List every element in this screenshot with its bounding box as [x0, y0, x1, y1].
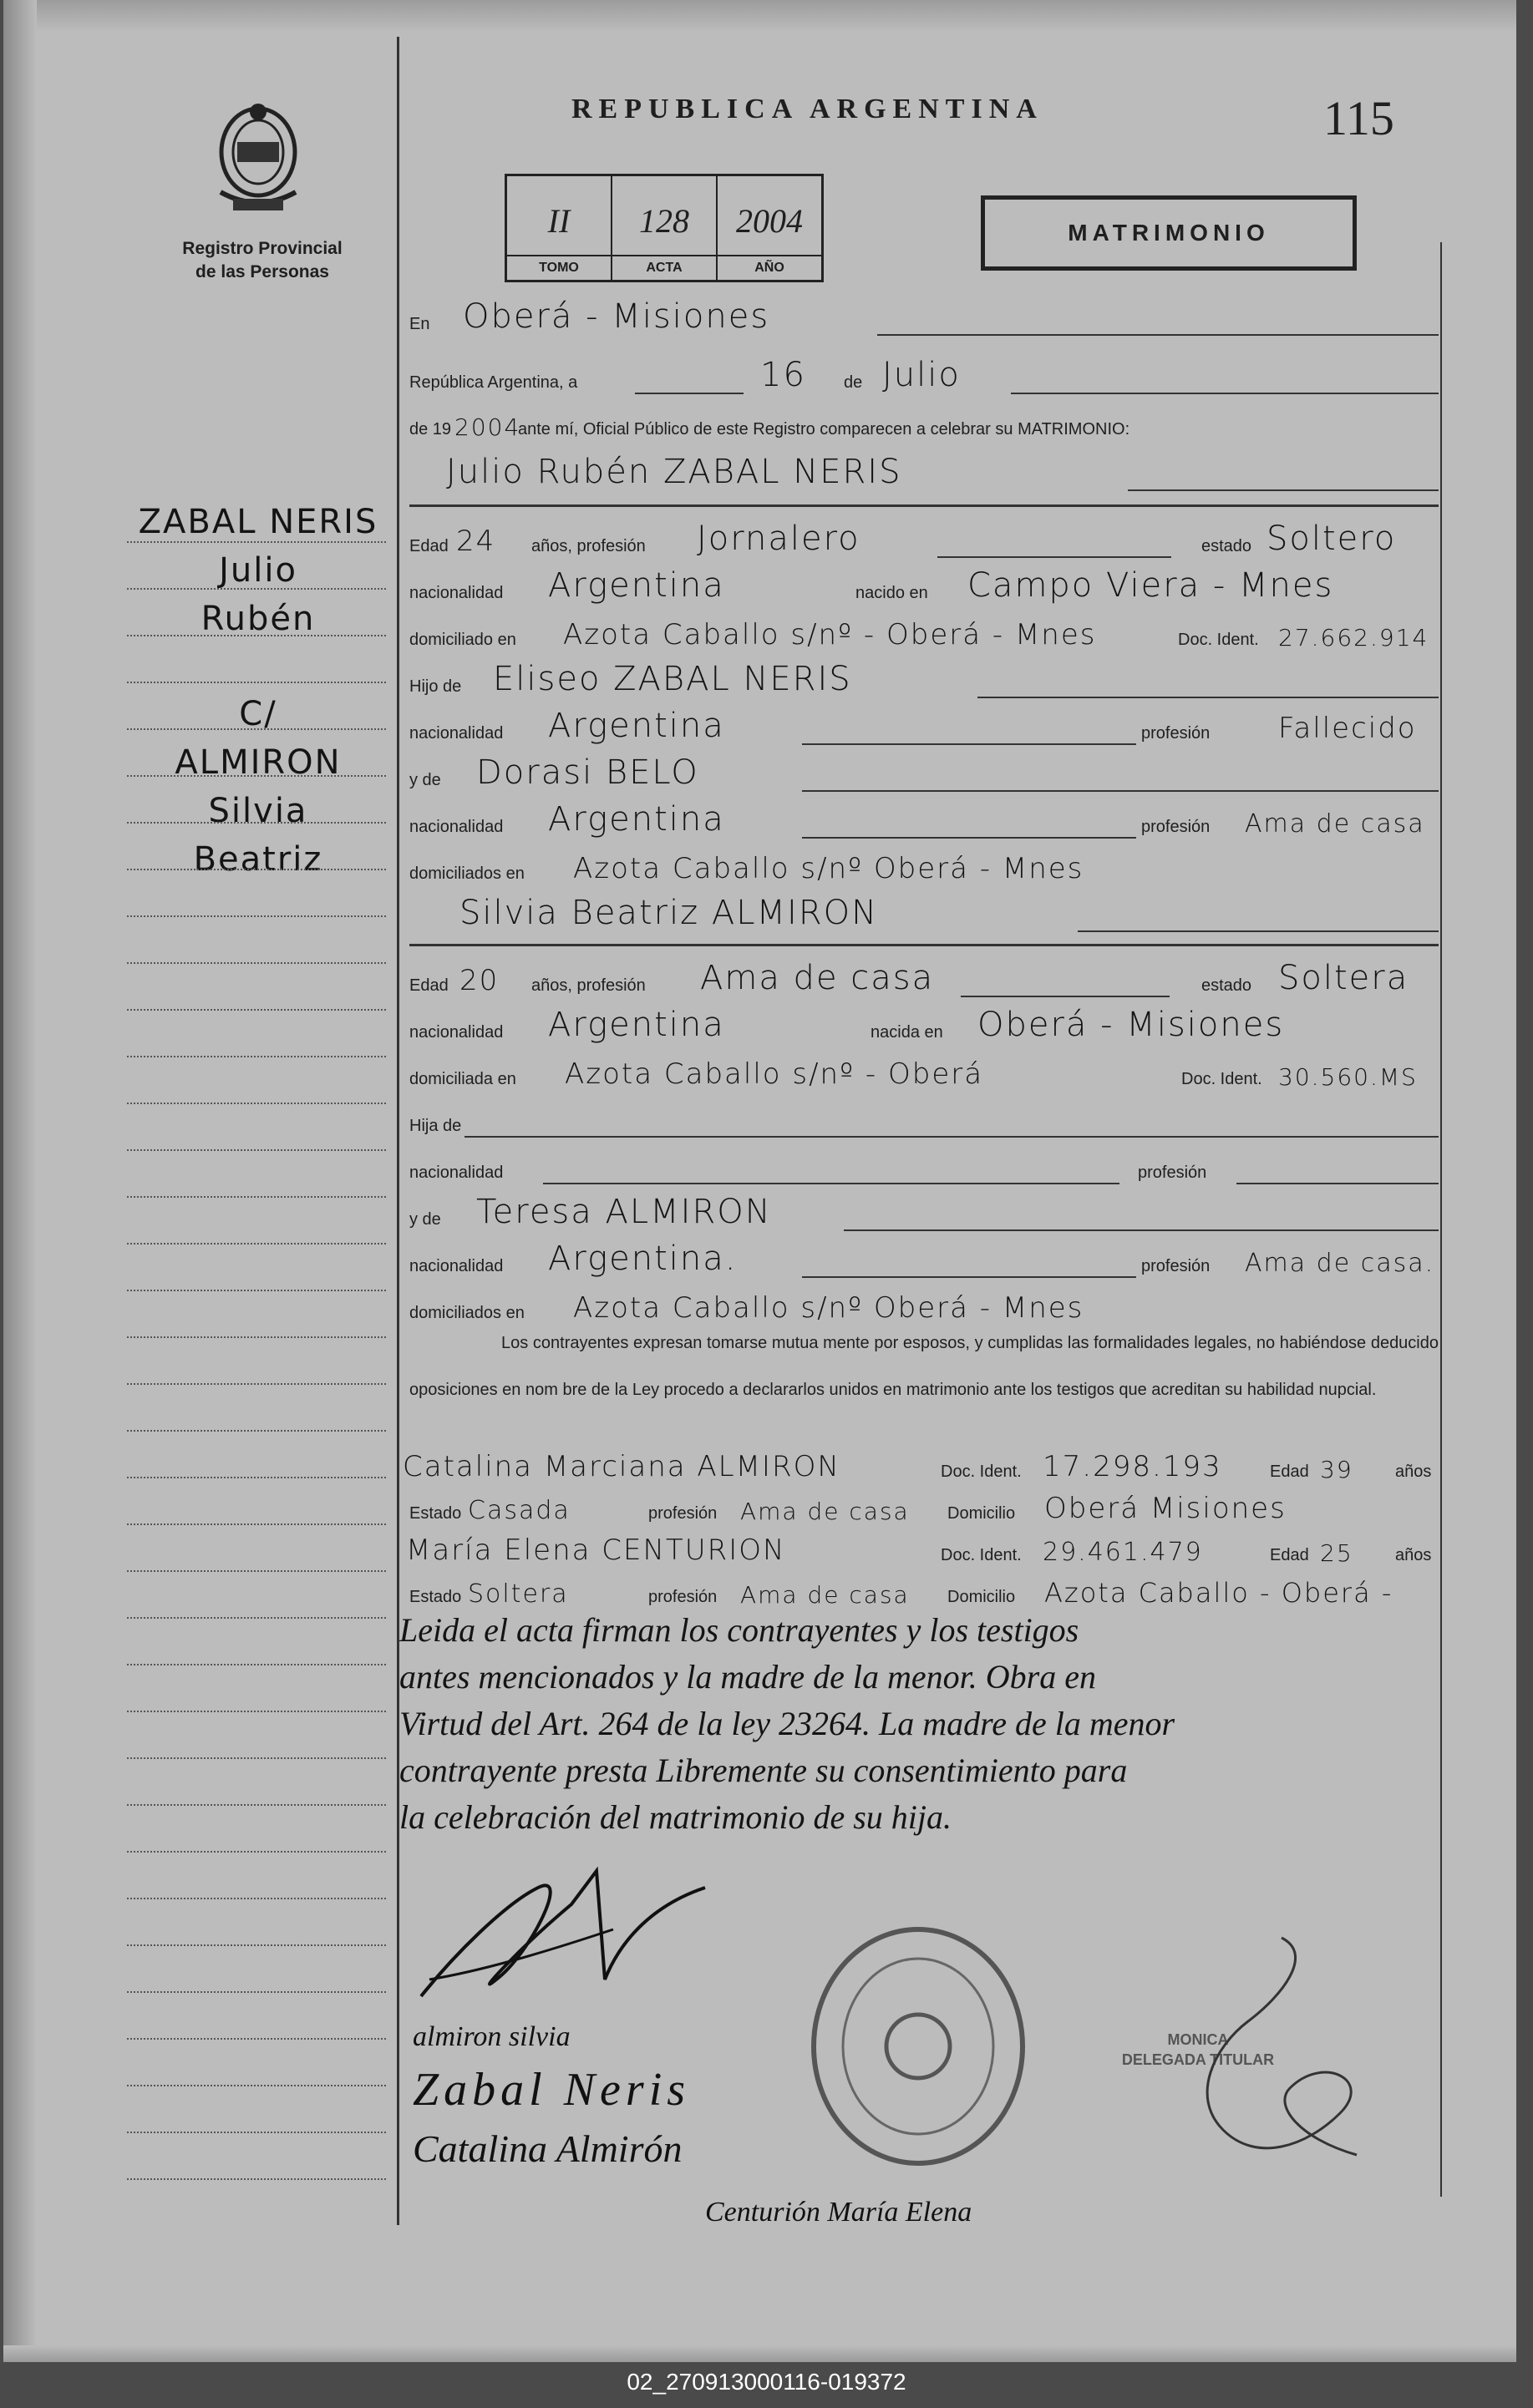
witness1-doc: 17.298.193	[1043, 1450, 1222, 1483]
margin-rule-line	[127, 962, 386, 965]
domiciliada-label: domiciliada en	[409, 1070, 516, 1088]
margin-rule-line	[127, 682, 386, 684]
bride-nationality-row	[409, 1004, 1439, 1047]
margin-rule-line	[127, 1196, 386, 1199]
bride-mother-nationality: Argentina.	[548, 1239, 738, 1278]
witness2-signature: Centurión María Elena	[705, 2197, 972, 2228]
place-value: Oberá - Misiones	[463, 297, 770, 336]
margin-rule-line	[127, 1991, 386, 1994]
doc-label: Doc. Ident.	[1181, 1070, 1262, 1088]
bride-address: Azota Caballo s/nº - Oberá	[565, 1057, 984, 1091]
year-prefix: de 19	[409, 420, 452, 439]
profesion-label: profesión	[1141, 1257, 1211, 1275]
nacionalidad-label: nacionalidad	[409, 818, 504, 836]
margin-rule-line	[127, 915, 386, 918]
hija-label: Hija de	[409, 1117, 462, 1135]
doc-label: Doc. Ident.	[941, 1463, 1022, 1481]
margin-rule-line	[127, 822, 386, 824]
domiciliados-label: domiciliados en	[409, 864, 525, 883]
witness1-name: Catalina Marciana ALMIRON	[403, 1450, 840, 1483]
groom-nationality: Argentina	[548, 566, 725, 605]
y-de-label: y de	[409, 1210, 441, 1229]
bride-mother-nationality-row	[409, 1238, 1439, 1281]
page-number: 115	[1323, 91, 1394, 145]
edad-label: Edad	[409, 976, 449, 995]
groom-address: Azota Caballo s/nº - Oberá - Mnes	[563, 618, 1097, 651]
acta-label: ACTA	[612, 255, 716, 280]
date-row	[409, 354, 1439, 398]
domiciliado-label: domiciliado en	[409, 631, 516, 649]
margin-rule-line	[127, 2178, 386, 2181]
groom-status: Soltero	[1267, 520, 1397, 558]
anio-cell	[718, 176, 821, 280]
margin-rule-line	[127, 1711, 386, 1713]
nacida-label: nacida en	[871, 1023, 943, 1042]
margin-rule-line	[127, 635, 386, 637]
groom-parents-address: Azota Caballo s/nº Oberá - Mnes	[573, 852, 1084, 885]
place-line	[877, 334, 1439, 336]
witness2-doc: 29.461.479	[1043, 1538, 1203, 1567]
bride-name-row	[409, 892, 1439, 935]
bride-full-name: Silvia Beatriz ALMIRON	[459, 894, 879, 932]
groom-father-nationality-row	[409, 705, 1439, 748]
en-label: En	[409, 315, 430, 333]
witness2-profession: Ama de casa	[740, 1581, 910, 1609]
groom-profession-line	[937, 556, 1171, 558]
profesion-label: profesión	[1138, 1163, 1207, 1182]
margin-rule-line	[127, 2085, 386, 2087]
groom-signature: Zabal Neris	[413, 2064, 691, 2116]
record-reference-box	[505, 174, 824, 282]
note-line: contrayente presta Libremente su consentimiento para	[399, 1752, 1128, 1789]
witness2-age: 25	[1320, 1539, 1353, 1567]
bride-father-row	[409, 1098, 1439, 1141]
bride-nationality: Argentina	[548, 1006, 725, 1044]
anio-label: AÑO	[718, 255, 821, 280]
margin-rule-line	[127, 1851, 386, 1853]
mother-nationality-line	[802, 837, 1136, 839]
doc-label: Doc. Ident.	[941, 1546, 1022, 1564]
bride-mother-line	[844, 1229, 1439, 1231]
margin-rule-line	[127, 1617, 386, 1620]
groom-mother-row	[409, 752, 1439, 795]
groom-age: 24	[456, 525, 496, 558]
margin-rule-line	[127, 588, 386, 591]
margin-rule-line	[127, 1523, 386, 1526]
groom-father-profession: Fallecido	[1278, 712, 1417, 745]
groom-father: Eliseo ZABAL NERIS	[493, 660, 852, 698]
bride-father-nat-line	[543, 1183, 1119, 1184]
registry-name	[154, 237, 371, 284]
groom-nationality-row	[409, 565, 1439, 608]
margin-rule-line	[127, 1570, 386, 1573]
bride-father-line	[464, 1136, 1439, 1138]
witness2-name: María Elena CENTURION	[406, 1534, 786, 1567]
bride-birthplace: Oberá - Misiones	[977, 1006, 1285, 1044]
margin-rule-line	[127, 1149, 386, 1152]
bride-signature: almiron silvia	[413, 2021, 571, 2052]
note-line: la celebración del matrimonio de su hija.	[399, 1798, 952, 1836]
bride-profession-line	[961, 996, 1170, 997]
bride-age: 20	[459, 964, 500, 997]
witness1-status: Casada	[468, 1496, 571, 1525]
witness1-profession: Ama de casa	[740, 1498, 910, 1525]
margin-rule-line	[127, 1383, 386, 1386]
page-bottom-edge	[3, 2345, 1516, 2362]
bride-parents-address: Azota Caballo s/nº Oberá - Mnes	[573, 1291, 1084, 1325]
bride-father-nationality-row	[409, 1144, 1439, 1188]
bride-name-line	[1078, 930, 1439, 932]
domiciliados-label: domiciliados en	[409, 1304, 525, 1322]
groom-address-row	[409, 611, 1439, 655]
witness1-address: Oberá Misiones	[1044, 1492, 1287, 1525]
statement-row	[409, 401, 1439, 444]
anos-label: años	[1395, 1463, 1432, 1481]
month-line	[1011, 393, 1439, 394]
groom-doc: 27.662.914	[1278, 624, 1429, 651]
margin-rule-line	[127, 1243, 386, 1245]
margin-rule-line	[127, 1757, 386, 1760]
edad-label: Edad	[1270, 1546, 1309, 1564]
witness2-status: Soltera	[468, 1579, 569, 1609]
margin-divider	[397, 37, 399, 2225]
country-heading: REPUBLICA ARGENTINA	[571, 94, 1043, 124]
anos-label: años	[1395, 1546, 1432, 1564]
groom-mother-profession: Ama de casa	[1245, 809, 1425, 839]
bride-doc: 30.560.MS	[1278, 1063, 1418, 1091]
domicilio-label: Domicilio	[947, 1504, 1016, 1523]
de-label: de	[844, 373, 863, 392]
margin-rule-line	[127, 1430, 386, 1432]
bride-mother-nat-line	[802, 1276, 1136, 1278]
tomo-label: TOMO	[507, 255, 611, 280]
margin-given-2b: Beatriz	[193, 840, 323, 879]
bride-status: Soltera	[1278, 959, 1409, 997]
statement-text: ante mí, Oficial Público de este Registro comparecen a celebrar su MATRIMONIO:	[518, 420, 1130, 439]
estado-label: estado	[1201, 537, 1252, 555]
margin-rule-line	[127, 1804, 386, 1807]
groom-birthplace: Campo Viera - Mnes	[967, 566, 1334, 605]
margin-given-1a: Julio	[219, 551, 297, 590]
estado-label: Estado	[409, 1504, 462, 1523]
bride-mother-profession: Ama de casa.	[1245, 1249, 1435, 1278]
nacionalidad-label: nacionalidad	[409, 584, 504, 602]
groom-full-name: Julio Rubén ZABAL NERIS	[446, 453, 902, 491]
official-signature-scribble	[1156, 1921, 1407, 2172]
margin-surname-2: ALMIRON	[175, 743, 342, 782]
domicilio-label: Domicilio	[947, 1588, 1016, 1606]
note-line: antes mencionados y la madre de la menor. Obra en	[399, 1658, 1096, 1696]
declaration-text: Los contrayentes expresan tomarse mutua mente por esposos, y cumplidas las formalidades legales, no habiéndose deducido oposiciones en nom bre de la Ley procedo a declararlos unidos en matrimonio ante los testigos que acreditan su habilidad nupcial.	[409, 1334, 1439, 1399]
record-type: MATRIMONIO	[981, 195, 1357, 271]
bride-address-row	[409, 1051, 1439, 1094]
section-rule-2	[409, 944, 1439, 946]
hijo-label: Hijo de	[409, 677, 462, 696]
margin-rule-line	[127, 1336, 386, 1339]
profesion-label: años, profesión	[531, 537, 646, 555]
estado-label: estado	[1201, 976, 1252, 995]
profesion-label: profesión	[648, 1588, 718, 1606]
witness2-name-row	[406, 1527, 1439, 1570]
witness2-address: Azota Caballo - Oberá -	[1044, 1577, 1393, 1609]
bride-age-row	[409, 957, 1439, 1001]
groom-signature-scribble	[404, 1854, 722, 2021]
groom-mother-nationality-row	[409, 798, 1439, 842]
groom-mother-nationality: Argentina	[548, 800, 725, 839]
nacionalidad-label: nacionalidad	[409, 1163, 504, 1182]
margin-rule-line	[127, 1477, 386, 1479]
note-line: Leida el acta firman los contrayentes y los testigos	[399, 1611, 1079, 1649]
margin-rule-line	[127, 1290, 386, 1292]
witness1-name-row	[403, 1443, 1439, 1487]
day-value: 16	[760, 356, 806, 394]
day-line-a	[635, 393, 744, 394]
stamp-line1: MONICA	[1167, 2031, 1229, 2048]
groom-mother-line	[802, 790, 1439, 792]
margin-rule-line	[127, 541, 386, 544]
witness1-detail-row	[409, 1485, 1439, 1528]
witness2-detail-row	[409, 1569, 1439, 1612]
scan-identifier: 02_270913000116-019372	[627, 2369, 906, 2395]
bride-mother-row	[409, 1191, 1439, 1234]
groom-profession: Jornalero	[697, 520, 860, 558]
official-seal-stamp	[805, 1921, 1031, 2172]
groom-name-row	[409, 451, 1439, 494]
month-value: Julio	[882, 356, 961, 394]
groom-father-line	[977, 697, 1439, 698]
tomo-value: II	[547, 202, 571, 240]
stamp-line2: DELEGADA TITULAR	[1121, 2051, 1275, 2068]
margin-rule-line	[127, 1103, 386, 1105]
margin-given-1b: Rubén	[201, 600, 316, 638]
witness1-signature: Catalina Almirón	[413, 2127, 683, 2170]
section-rule-1	[409, 504, 1439, 507]
groom-age-row	[409, 518, 1439, 561]
bride-father-prof-line	[1236, 1183, 1439, 1184]
doc-label: Doc. Ident.	[1178, 631, 1259, 649]
year-value: 2004	[454, 413, 521, 441]
right-border	[1440, 242, 1442, 2197]
father-nationality-line	[802, 743, 1136, 745]
margin-rule-line	[127, 728, 386, 731]
margin-rule-line	[127, 1944, 386, 1947]
profesion-label: profesión	[648, 1504, 718, 1523]
margin-given-2a: Silvia	[208, 792, 308, 830]
registry-name-line1: Registro Provincial	[182, 239, 343, 258]
page-top-edge	[3, 0, 1516, 32]
anio-value: 2004	[736, 202, 803, 240]
registry-name-line2: de las Personas	[195, 262, 329, 281]
profesion-label: años, profesión	[531, 976, 646, 995]
margin-rule-line	[127, 775, 386, 778]
nacionalidad-label: nacionalidad	[409, 724, 504, 743]
nacionalidad-label: nacionalidad	[409, 1023, 504, 1042]
groom-father-row	[409, 658, 1439, 702]
republica-label: República Argentina, a	[409, 373, 578, 392]
margin-rule-line	[127, 2132, 386, 2134]
place-row	[409, 296, 1439, 339]
register-page	[3, 0, 1516, 2362]
profesion-label: profesión	[1141, 818, 1211, 836]
estado-label: Estado	[409, 1588, 462, 1606]
nacionalidad-label: nacionalidad	[409, 1257, 504, 1275]
bride-mother: Teresa ALMIRON	[476, 1193, 772, 1231]
nacido-label: nacido en	[855, 584, 928, 602]
y-de-label: y de	[409, 771, 441, 789]
edad-label: Edad	[409, 537, 449, 555]
margin-rule-line	[127, 2038, 386, 2040]
margin-connector: C/	[239, 695, 277, 733]
edad-label: Edad	[1270, 1463, 1309, 1481]
groom-father-nationality: Argentina	[548, 707, 725, 745]
margin-rule-line	[127, 1664, 386, 1666]
provincial-crest-icon	[204, 100, 312, 217]
margin-surname-1: ZABAL NERIS	[138, 503, 378, 541]
margin-rule-line	[127, 869, 386, 871]
bride-profession: Ama de casa	[700, 959, 935, 997]
witness1-age: 39	[1320, 1456, 1353, 1483]
margin-rule-line	[127, 1898, 386, 1900]
groom-mother: Dorasi BELO	[476, 753, 699, 792]
acta-cell	[612, 176, 718, 280]
groom-name-line	[1128, 489, 1439, 491]
tomo-cell	[507, 176, 612, 280]
note-line: Virtud del Art. 264 de la ley 23264. La madre de la menor	[399, 1705, 1175, 1742]
profesion-label: profesión	[1141, 724, 1211, 743]
handwritten-notes	[399, 1607, 1444, 1841]
margin-rule-line	[127, 1009, 386, 1011]
page-left-shadow	[3, 0, 37, 2362]
acta-value: 128	[639, 202, 689, 240]
margin-rule-line	[127, 1056, 386, 1058]
groom-parents-address-row	[409, 845, 1439, 889]
